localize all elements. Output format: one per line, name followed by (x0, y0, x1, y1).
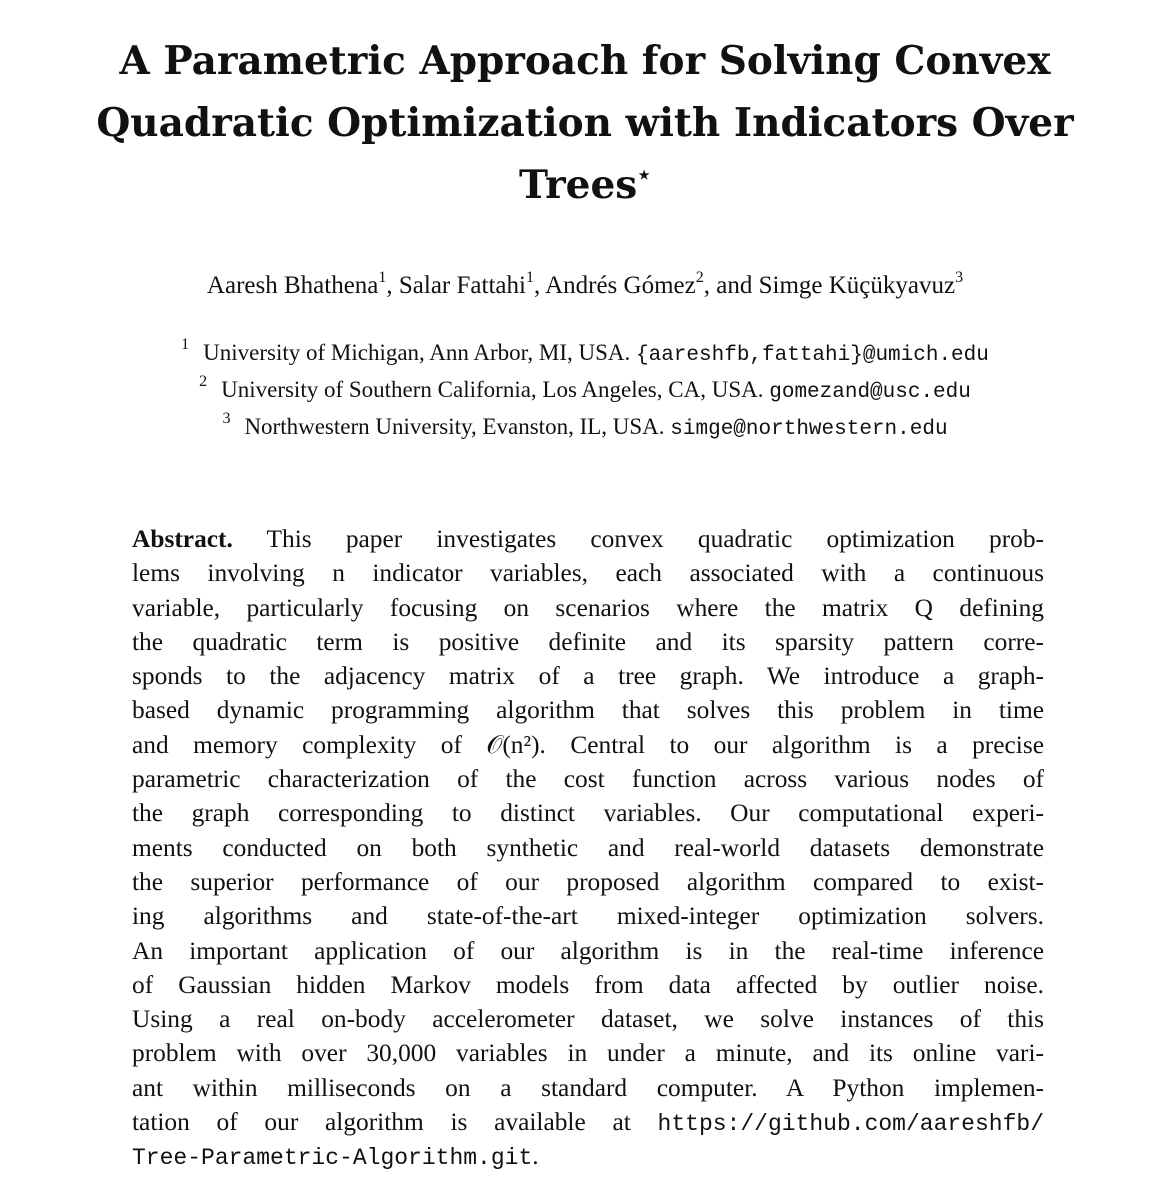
title-footnote-mark: ⋆ (637, 162, 652, 188)
affiliation-2-mark: 2 (199, 373, 208, 390)
author-list (20, 268, 1150, 304)
abstract-line-15: Using a real on-body accelerometer dataset, we solve instances of this (132, 1005, 1044, 1034)
affiliation-1-mark: 1 (181, 336, 190, 353)
affiliation-1 (20, 336, 1150, 373)
title-line-3-text: Trees (518, 162, 638, 208)
affiliation-list (20, 336, 1150, 447)
author-2-name: Salar Fattahi (398, 272, 526, 299)
author-separator: , (533, 272, 546, 299)
abstract-line-7: and memory complexity of 𝒪(n²). Central to our algorithm is a precise (132, 730, 1044, 759)
author-separator-last: , and (703, 272, 759, 299)
affiliation-2-email[interactable]: gomezand@usc.edu (769, 381, 971, 404)
abstract-line-14: of Gaussian hidden Markov models from data affected by outlier noise. (132, 970, 1044, 999)
abstract-line-18-text: tation of our algorithm is available at (132, 1108, 658, 1137)
abstract-line-17: ant within milliseconds on a standard computer. A Python implemen- (132, 1073, 1044, 1102)
abstract-line-1 (132, 522, 1044, 556)
abstract-line-11: the superior performance of our proposed algorithm compared to exist- (132, 867, 1044, 896)
affiliation-3-mark: 3 (222, 410, 231, 427)
repository-link-part-2[interactable]: Tree-Parametric-Algorithm.git (132, 1145, 533, 1172)
paper-title (40, 30, 1130, 216)
abstract-line-2: lems involving n indicator variables, each associated with a continuous (132, 559, 1044, 588)
author-2-affiliation-mark: 1 (525, 269, 534, 286)
abstract-line-8: parametric characterization of the cost function across various nodes of (132, 765, 1044, 794)
author-1-affiliation-mark: 1 (378, 269, 387, 286)
title-line-2: Quadratic Optimization with Indicators Over (96, 100, 1074, 146)
author-3-affiliation-mark: 2 (695, 269, 704, 286)
abstract-line-6: based dynamic programming algorithm that solves this problem in time (132, 696, 1044, 725)
author-1-name: Aaresh Bhathena (206, 272, 379, 299)
author-2 (398, 269, 534, 299)
abstract-line-18 (132, 1105, 1044, 1139)
abstract-line-1-text: This paper investigates convex quadratic optimization prob- (232, 525, 1044, 553)
abstract-line-12: ing algorithms and state-of-the-art mixed-integer optimization solvers. (132, 902, 1044, 931)
abstract-line-5: sponds to the adjacency matrix of a tree graph. We introduce a graph- (132, 662, 1044, 691)
abstract-end-period: . (532, 1142, 539, 1171)
affiliation-3-email[interactable]: simge@northwestern.edu (670, 418, 948, 441)
abstract-line-19 (132, 1139, 1044, 1173)
abstract-label: Abstract. (132, 525, 233, 553)
repository-link-part-1[interactable]: https://github.com/aareshfb/ (657, 1111, 1044, 1138)
author-3-name: Andrés Gómez (545, 272, 696, 299)
abstract (132, 522, 1044, 1174)
abstract-line-9: the graph corresponding to distinct variables. Our computational experi- (132, 799, 1044, 828)
author-4-affiliation-mark: 3 (955, 269, 964, 286)
affiliation-3-text: Northwestern University, Evanston, IL, USA. (244, 414, 665, 439)
title-line-3 (40, 154, 1130, 216)
affiliation-2-text: University of Southern California, Los Angeles, CA, USA. (221, 377, 764, 402)
affiliation-1-text: University of Michigan, Ann Arbor, MI, USA. (203, 340, 631, 365)
affiliation-1-email[interactable]: {aareshfb,fattahi}@umich.edu (636, 344, 989, 367)
author-4 (758, 269, 964, 299)
author-4-name: Simge Küçükyavuz (758, 272, 956, 299)
abstract-line-16: problem with over 30,000 variables in under a minute, and its online vari- (132, 1039, 1044, 1068)
abstract-line-3: variable, particularly focusing on scenarios where the matrix Q defining (132, 593, 1044, 622)
author-3 (545, 269, 704, 299)
affiliation-3 (20, 410, 1150, 447)
abstract-line-4: the quadratic term is positive definite and its sparsity pattern corre- (132, 627, 1044, 656)
title-line-1: A Parametric Approach for Solving Convex (119, 38, 1051, 84)
abstract-line-10: ments conducted on both synthetic and real-world datasets demonstrate (132, 833, 1044, 862)
affiliation-2 (20, 373, 1150, 410)
abstract-line-13: An important application of our algorithm is in the real-time inference (132, 936, 1044, 965)
author-separator: , (386, 272, 399, 299)
author-1 (206, 269, 387, 299)
